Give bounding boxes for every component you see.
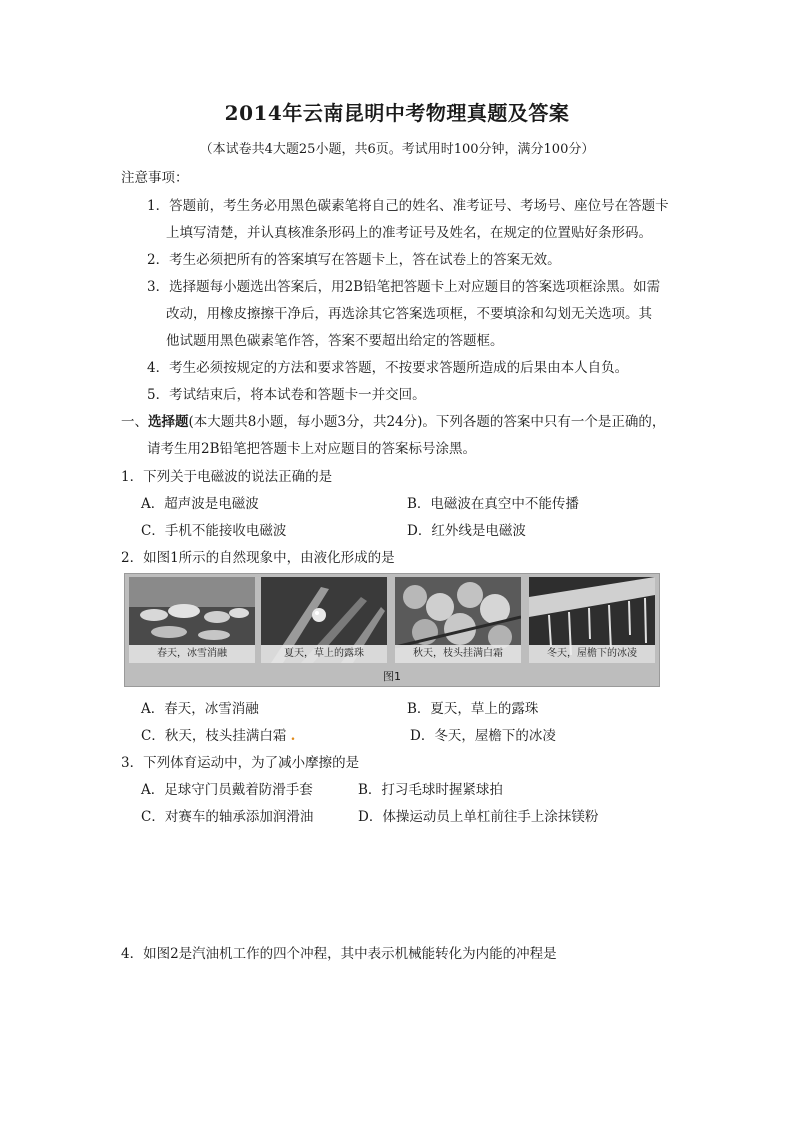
question-3-stem: 3．下列体育运动中，为了减小摩擦的是 <box>121 755 360 771</box>
notice-heading: 注意事项： <box>121 170 189 186</box>
question-2-option-a: A．春天，冰雪消融 <box>141 701 259 717</box>
notice-item: 3．选择题每小题选出答案后，用2B铅笔把答题卡上对应题目的答案选项框涂黑。如需 <box>147 279 661 295</box>
figure-1-panel-autumn <box>395 577 521 663</box>
page-title: 2014年云南昆明中考物理真题及答案 <box>224 101 570 125</box>
question-2-option-c-text: C．秋天，枝头挂满白霜 <box>141 728 287 744</box>
question-1-option-b: B．电磁波在真空中不能传播 <box>407 496 579 512</box>
orange-mark: . <box>290 728 296 744</box>
notice-item: 4．考生必须按规定的方法和要求答题，不按要求答题所造成的后果由本人自负。 <box>147 360 629 376</box>
section-name: 选择题 <box>148 414 189 430</box>
figure-1-label: 图1 <box>383 670 401 683</box>
exam-info: （本试卷共4大题25小题，共6页。考试用时100分钟，满分100分） <box>199 142 595 157</box>
question-1-stem: 1．下列关于电磁波的说法正确的是 <box>121 469 333 485</box>
question-4-stem: 4．如图2是汽油机工作的四个冲程，其中表示机械能转化为内能的冲程是 <box>121 946 557 962</box>
section-heading <box>121 410 665 430</box>
question-2-option-b: B．夏天，草上的露珠 <box>407 701 539 717</box>
notice-item: 2．考生必须把所有的答案填写在答题卡上，答在试卷上的答案无效。 <box>147 252 561 268</box>
section-prefix: 一、 <box>121 414 148 430</box>
question-3-option-b: B．打习毛球时握紧球拍 <box>358 782 503 798</box>
notice-item: 他试题用黑色碳素笔作答，答案不要超出给定的答题框。 <box>166 333 504 349</box>
figure-1-panel-summer <box>261 577 387 663</box>
question-2-stem: 2．如图1所示的自然现象中，由液化形成的是 <box>121 550 395 566</box>
question-1-option-c: C．手机不能接收电磁波 <box>141 523 287 539</box>
notice-item: 5．考试结束后，将本试卷和答题卡一并交回。 <box>147 387 426 403</box>
question-2-option-d: D．冬天，屋檐下的冰凌 <box>410 728 556 744</box>
caption-summer: 夏天，草上的露珠 <box>261 645 387 663</box>
notice-item: 1．答题前，考生务必用黑色碳素笔将自己的姓名、准考证号、考场号、座位号在答题卡 <box>147 198 669 214</box>
caption-autumn: 秋天，枝头挂满白霜 <box>395 645 521 663</box>
figure-1-panel-spring <box>129 577 255 663</box>
caption-spring: 春天，冰雪消融 <box>129 645 255 663</box>
question-1-option-d: D．红外线是电磁波 <box>407 523 526 539</box>
caption-winter: 冬天，屋檐下的冰凌 <box>529 645 655 663</box>
question-1-option-a: A．超声波是电磁波 <box>141 496 259 512</box>
notice-item: 改动，用橡皮擦擦干净后，再选涂其它答案选项框，不要填涂和勾划无关选项。其 <box>166 306 652 322</box>
notice-item: 上填写清楚，并认真核准条形码上的准考证号及姓名，在规定的位置贴好条形码。 <box>166 225 652 241</box>
section-desc: (本大题共8小题，每小题3分，共24分)。下列各题的答案中只有一个是正确的， <box>188 414 666 430</box>
figure-1 <box>124 573 660 687</box>
question-3-option-d: D．体操运动员上单杠前往手上涂抹镁粉 <box>358 809 599 825</box>
figure-1-panel-winter <box>529 577 655 663</box>
question-3-option-a: A．足球守门员戴着防滑手套 <box>141 782 313 798</box>
section-desc-2: 请考生用2B铅笔把答题卡上对应题目的答案标号涂黑。 <box>147 441 477 457</box>
question-2-option-c <box>141 724 295 744</box>
question-3-option-c: C．对赛车的轴承添加润滑油 <box>141 809 314 825</box>
